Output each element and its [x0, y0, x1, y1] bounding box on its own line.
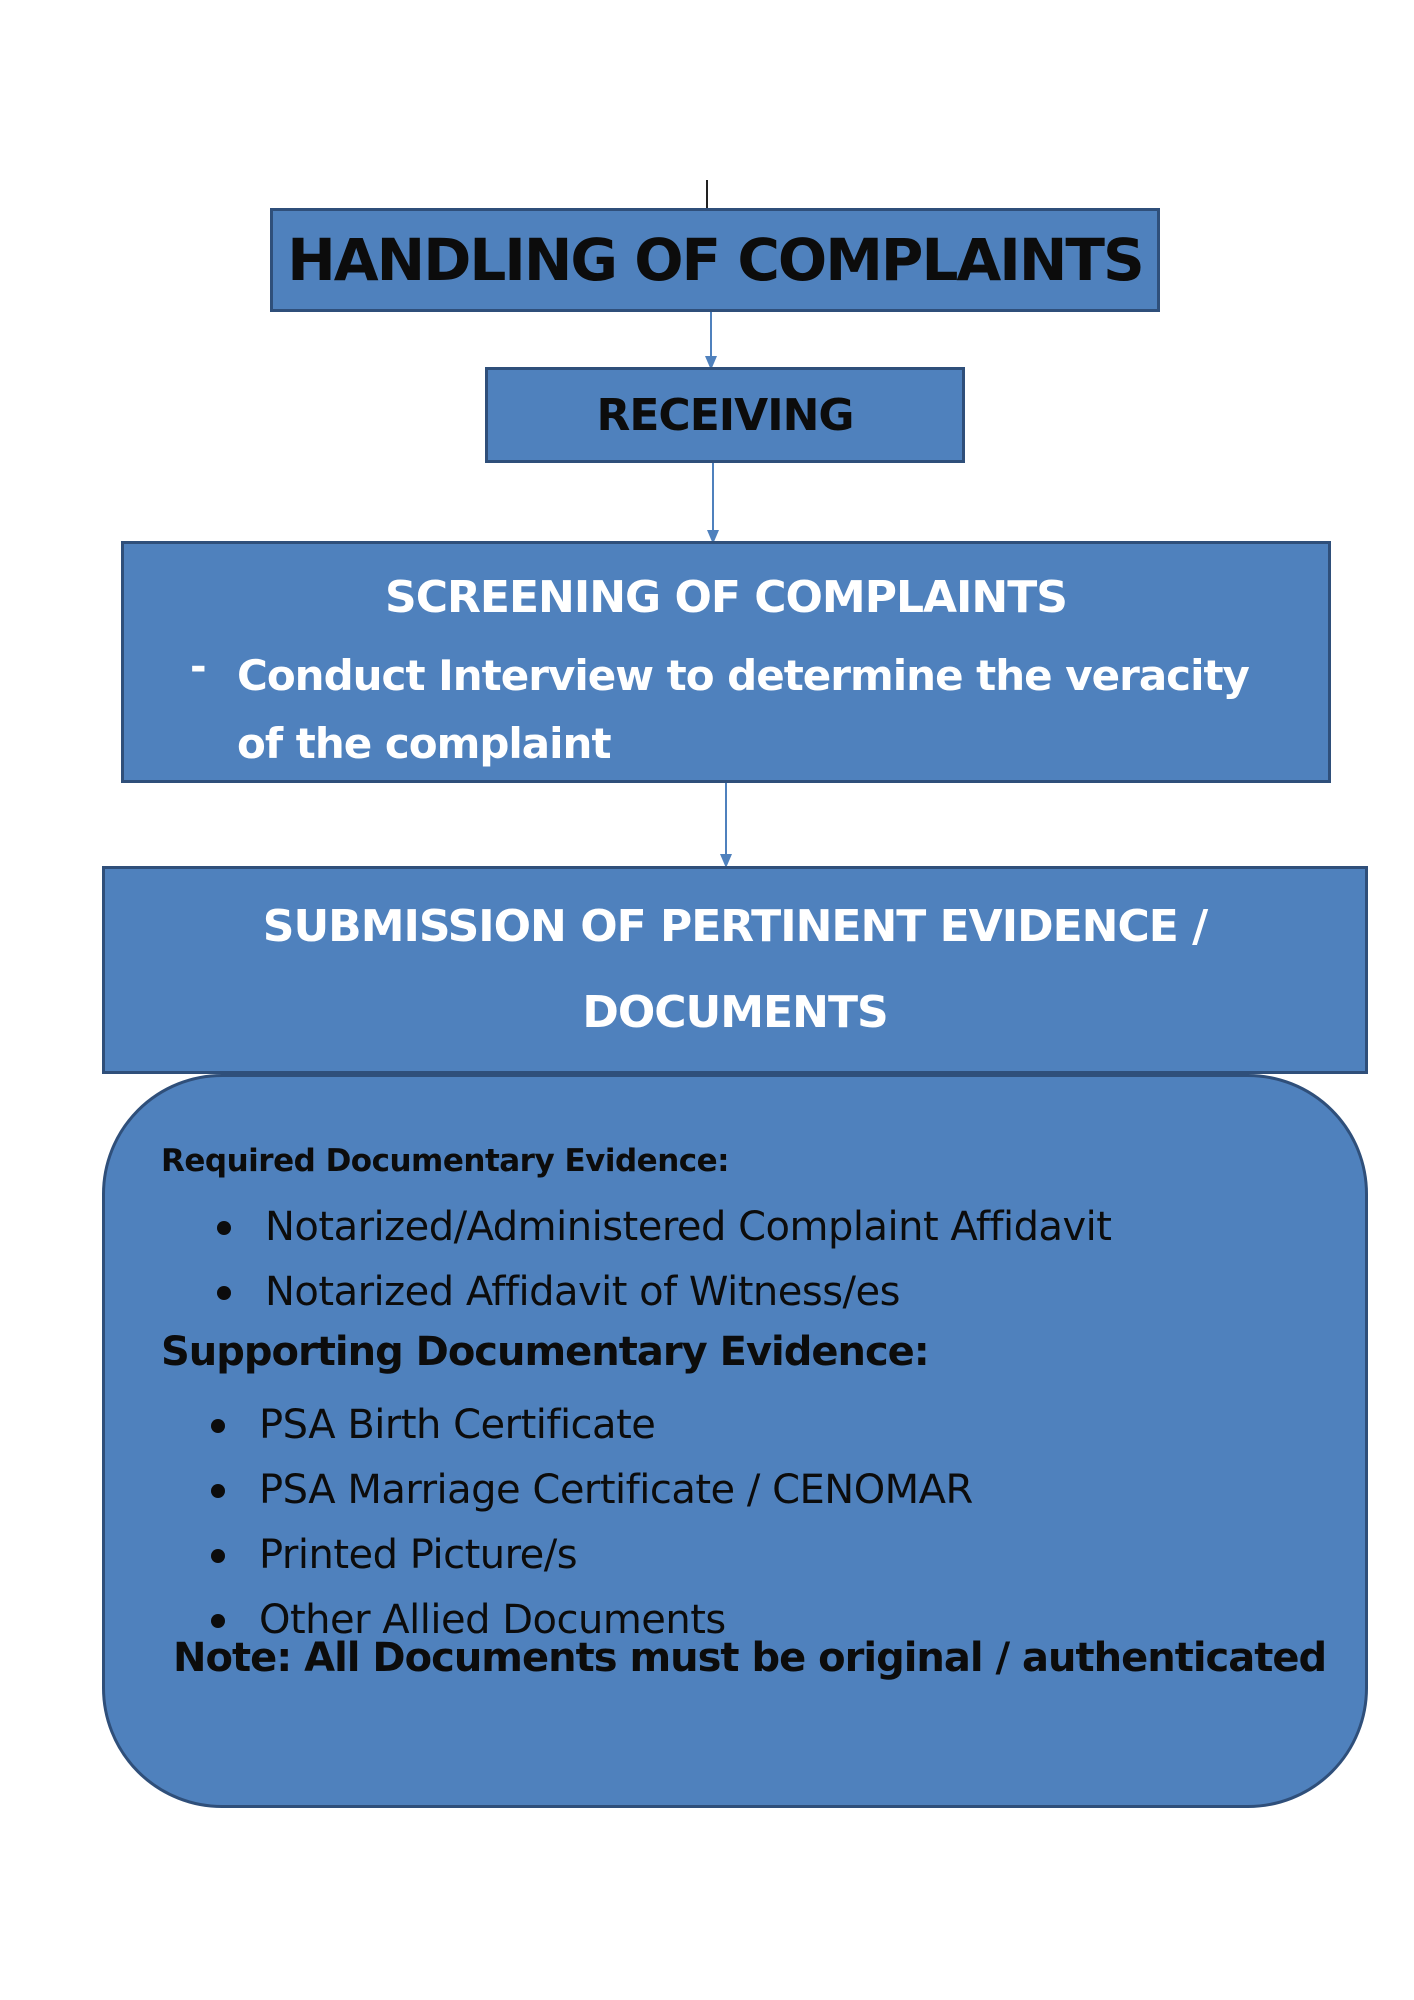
list-item-text: PSA Birth Certificate [259, 1402, 656, 1448]
supporting-evidence-list [211, 1393, 973, 1653]
list-item [211, 1458, 973, 1523]
list-item-text: Printed Picture/s [259, 1532, 578, 1578]
diagram-title: HANDLING OF COMPLAINTS [287, 226, 1143, 294]
list-item [217, 1195, 1111, 1260]
list-item-text: Other Allied Documents [259, 1597, 726, 1643]
required-evidence-list [217, 1195, 1111, 1325]
bullet-icon [211, 1549, 225, 1563]
receiving-step-box [485, 367, 965, 463]
evidence-note: Note: All Documents must be original / authenticated [173, 1635, 1327, 1681]
list-item [211, 1523, 973, 1588]
screening-dash-marker: - [190, 644, 207, 690]
receiving-step-label: RECEIVING [596, 389, 854, 441]
required-evidence-heading: Required Documentary Evidence: [161, 1143, 730, 1179]
supporting-evidence-heading: Supporting Documentary Evidence: [161, 1329, 929, 1375]
screening-step-box [121, 541, 1331, 783]
list-item [217, 1260, 1111, 1325]
list-item-text: PSA Marriage Certificate / CENOMAR [259, 1467, 973, 1513]
submission-step-label: SUBMISSION OF PERTINENT EVIDENCE / DOCUMENTS [262, 901, 1208, 1038]
list-item [211, 1393, 973, 1458]
list-item-text: Notarized Affidavit of Witness/es [265, 1269, 900, 1315]
title-box [270, 208, 1160, 312]
list-item-text: Notarized/Administered Complaint Affidavit [265, 1204, 1112, 1250]
screening-step-item: Conduct Interview to determine the veracity of the complaint [237, 651, 1249, 768]
bullet-icon [217, 1286, 231, 1300]
bullet-icon [211, 1419, 225, 1433]
bullet-icon [211, 1614, 225, 1628]
bullet-icon [217, 1221, 231, 1235]
screening-step-title: SCREENING OF COMPLAINTS [385, 572, 1067, 623]
bullet-icon [211, 1484, 225, 1498]
submission-step-box [102, 866, 1368, 1074]
evidence-box [102, 1074, 1368, 1808]
